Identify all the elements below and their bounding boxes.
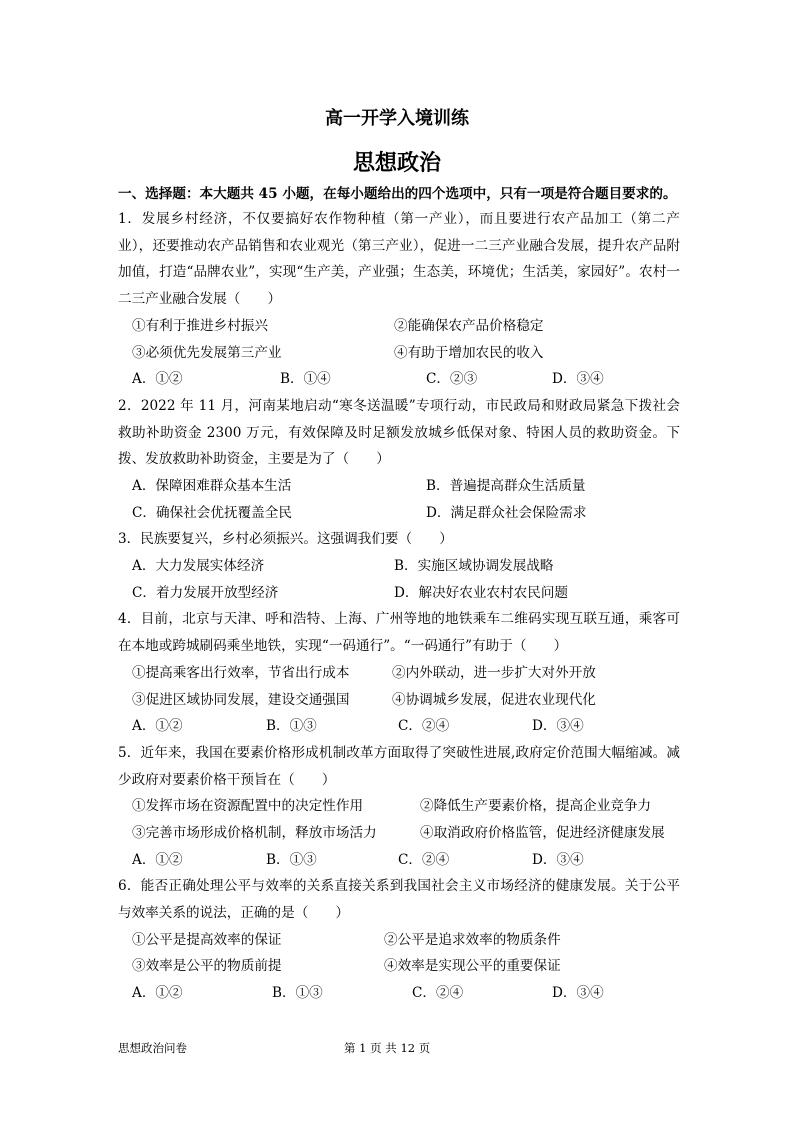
choice-c: C．确保社会优抚覆盖全民: [132, 504, 292, 521]
question-5: [118, 740, 680, 873]
statement: ①有利于推进乡村振兴: [132, 317, 268, 334]
choice-a: A．①②: [132, 718, 183, 735]
footer-doc-name: 思想政治问卷: [118, 1041, 187, 1055]
question-4: [118, 606, 680, 739]
statement: ③必须优先发展第三产业: [132, 344, 282, 361]
choice-c: C．②④: [398, 718, 450, 735]
choice-d: D．③④: [552, 985, 604, 1002]
statement: ③效率是公平的物质前提: [132, 958, 282, 975]
statement-row: [118, 927, 680, 954]
choice-b: B．①③: [266, 851, 317, 868]
choice-b: B．①③: [266, 718, 317, 735]
choice-b: B．①③: [272, 985, 323, 1002]
statement-row: [118, 660, 680, 687]
statement: ①公平是提高效率的保证: [132, 931, 282, 948]
question-2: [118, 393, 680, 526]
subject-title: 思想政治: [352, 151, 441, 176]
question-stem: 3．民族要复兴，乡村必须振兴。这强调我们要（ ）: [118, 531, 453, 548]
choice-a: A．①②: [132, 371, 183, 388]
statement: ③完善市场形成价格机制，释放市场活力: [132, 825, 377, 841]
statement: ②公平是追求效率的物质条件: [384, 931, 561, 948]
statement: ④协调城乡发展，促进农业现代化: [392, 691, 596, 708]
statement-row: [118, 340, 680, 367]
choice-b: B．实施区域协调发展战略: [394, 558, 554, 575]
statement-row: [118, 953, 680, 980]
choice-c: C．②④: [398, 851, 450, 868]
footer-page-number: 第 1 页 共 12 页: [344, 1041, 431, 1055]
question-stem: 2．2022 年 11 月，河南某地启动“寒冬送温暖”专项行动，市民政局和财政局紧急下拨社会救助补助资金 2300 万元，有效保障及时足额发放城乡低保对象、特困人员的救助资金。下拨、发放救助补助资金，主要是为了（ ）: [118, 397, 680, 468]
statement: ③促进区域协同发展，建设交通强国: [132, 691, 350, 708]
statement: ④取消政府价格监管，促进经济健康发展: [420, 825, 665, 841]
statement: ②内外联动，进一步扩大对外开放: [392, 664, 596, 681]
exam-title: 高一开学入境训练: [325, 108, 469, 129]
choice-b: B．①④: [280, 371, 331, 388]
choice-c: C．②④: [412, 985, 464, 1002]
choice-d: D．③④: [532, 851, 584, 868]
choice-row: [118, 847, 680, 874]
question-stem: 1．发展乡村经济，不仅要搞好农作物种植（第一产业），而且要进行农产品加工（第二产业），还要推动农产品销售和农业观光（第三产业），促进一二三产业融合发展，提升农产品附加值，打造“品牌农业”，实现“生产美，产业强；生态美，环境优；生活美，家园好”。农村一二三产业融合发展（ ）: [118, 211, 680, 308]
statement: ④效率是实现公平的重要保证: [384, 958, 561, 975]
statement-row: [118, 313, 680, 340]
question-1: [118, 206, 680, 393]
statement: ②降低生产要素价格，提高企业竞争力: [420, 798, 652, 815]
choice-d: D．③④: [532, 718, 584, 735]
statement: ①提高乘客出行效率，节省出行成本: [132, 664, 350, 681]
choice-row: [118, 713, 680, 740]
statement: ④有助于增加农民的收入: [394, 344, 544, 361]
choice-a: A．①②: [132, 985, 183, 1002]
choice-row: [118, 980, 680, 1007]
section-heading: 一、选择题：本大题共 45 小题，在每小题给出的四个选项中，只有一项是符合题目要求的。: [118, 186, 677, 202]
choice-d: D．满足群众社会保险需求: [426, 504, 587, 521]
choice-c: C．②③: [426, 371, 478, 388]
choice-a: A．①②: [132, 851, 183, 868]
statement-row: [118, 793, 680, 820]
choice-row: [118, 500, 680, 527]
statement-row: [118, 687, 680, 714]
question-3: [118, 526, 680, 606]
choice-d: D．解决好农业农村农民问题: [394, 584, 569, 601]
question-6: [118, 873, 680, 1006]
choice-c: C．着力发展开放型经济: [132, 584, 279, 601]
choice-row: [118, 366, 680, 393]
choice-row: [118, 553, 680, 580]
statement: ①发挥市场在资源配置中的决定性作用: [132, 798, 364, 815]
choice-row: [118, 473, 680, 500]
question-list: [118, 206, 680, 1007]
choice-row: [118, 580, 680, 607]
choice-b: B．普遍提高群众生活质量: [426, 477, 586, 494]
question-stem: 5．近年来，我国在要素价格形成机制改革方面取得了突破性进展,政府定价范围大幅缩减。减少政府对要素价格干预旨在（ ）: [118, 744, 680, 788]
statement-row: [118, 820, 680, 847]
choice-a: A．保障困难群众基本生活: [132, 477, 292, 494]
choice-a: A．大力发展实体经济: [132, 558, 265, 575]
question-stem: 6．能否正确处理公平与效率的关系直接关系到我国社会主义市场经济的健康发展。关于公平与效率关系的说法，正确的是（ ）: [118, 878, 680, 922]
question-stem: 4．目前，北京与天津、呼和浩特、上海、广州等地的地铁乘车二维码实现互联互通，乘客可在本地或跨城刷码乘坐地铁，实现“一码通行”。“一码通行”有助于（ ）: [118, 611, 680, 655]
choice-d: D．③④: [552, 371, 604, 388]
statement: ②能确保农产品价格稳定: [394, 317, 544, 334]
